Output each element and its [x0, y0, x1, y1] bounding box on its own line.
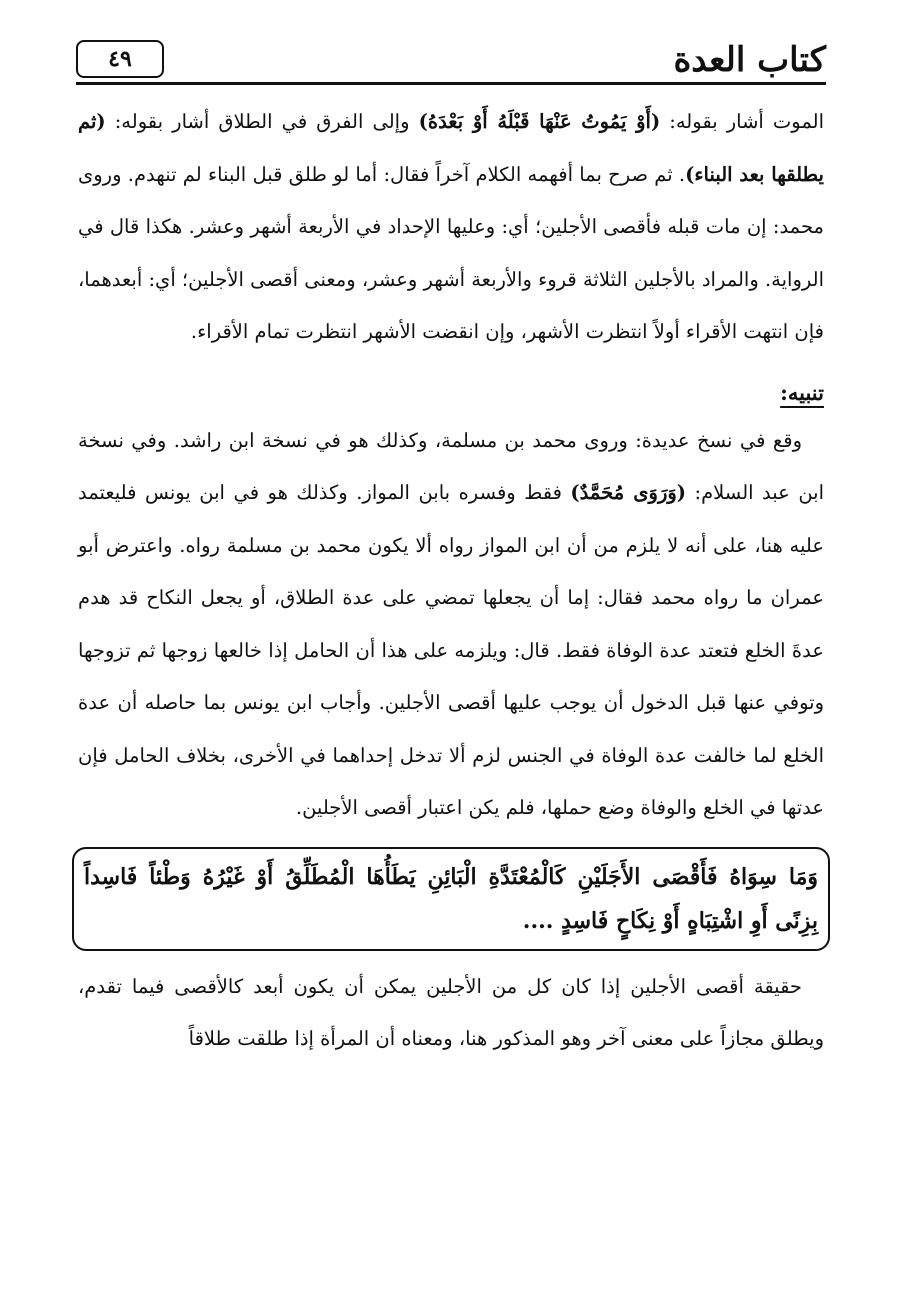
book-title: كتاب العدة — [673, 40, 826, 80]
paragraph-text: الموت أشار بقوله: — [660, 110, 824, 133]
paragraph-text: فقط وفسره بابن المواز. وكذلك هو في ابن يونس فليعتمد عليه هنا، على أنه لا يلزم من أن ابن المواز رواه ألا يكون محمد بن مسلمة رواه. واعترض أبو عمران ما رواه محمد فقال: إما أن يجعلها تمضي على عدة الطلاق، أو يجعل النكاح قد هدم عدةَ الخلع فتعتد عدة الوفاة فقط. قال: ويلزمه على هذا أن الحامل إذا خالعها زوجها ثم تزوجها وتوفي عنها قبل الدخول أن يوجب عليها أقصى الأجلين. وأجاب ابن يونس بما حاصله أن عدة الخلع لما خالفت عدة الوفاة في الجنس لزم ألا تدخل إحداهما في الأخرى، بخلاف الحامل فإن عدتها في الخلع والوفاة وضع حملها، فلم يكن اعتبار أقصى الأجلين. — [78, 481, 824, 819]
header-divider — [76, 82, 826, 85]
paragraph-text: وإلى الفرق في الطلاق أشار بقوله: — [105, 110, 419, 133]
page-body — [78, 96, 824, 1066]
page-number: ٤٩ — [76, 40, 164, 78]
quoted-matn: (ثم يطلقها بعد البناء) — [78, 110, 824, 186]
matn-box: وَمَا سِوَاهُ فَأَقْصَى الأَجَلَيْنِ كَالْمُعْتَدَّةِ الْبَائِنِ يَطَأُهَا الْمُطَلِّقُ أَوْ غَيْرُهُ وَطْئاً فَاسِداً بِزِنًى أَوِ اشْتِبَاهٍ أَوْ نِكَاحٍ فَاسِدٍ .... — [72, 847, 830, 951]
paragraph — [78, 96, 824, 359]
paragraph: حقيقة أقصى الأجلين إذا كان كل من الأجلين يمكن أن يكون أبعد كالأقصى فيما تقدم، ويطلق مجازاً على معنى آخر وهو المذكور هنا، ومعناه أن المرأة إذا طلقت طلاقاً — [78, 974, 824, 1050]
paragraph — [78, 415, 824, 835]
running-header — [76, 36, 826, 88]
section-heading: تنبيه: — [780, 379, 824, 405]
quoted-matn: (وَرَوَى مُحَمَّدٌ) — [570, 481, 687, 504]
paragraph-text: . ثم صرح بما أفهمه الكلام آخراً فقال: أما لو طلق قبل البناء لم تنهدم. وروى محمد: إن مات قبله فأقصى الأجلين؛ أي: وعليها الإحداد في الأربعة أشهر وعشر. هكذا قال في الرواية. والمراد بالأجلين الثلاثة قروء والأربعة أشهر وعشر، ومعنى أقصى الأجلين؛ أي: أبعدهما، فإن انتهت الأقراء أولاً انتظرت الأشهر، وإن انقضت الأشهر انتظرت تمام الأقراء. — [78, 162, 824, 343]
paragraph-text: وقع في نسخ عديدة: وروى محمد بن مسلمة، وكذلك هو في نسخة ابن راشد. وفي نسخة ابن عبد السلام: — [78, 428, 825, 504]
quoted-matn: (أَوْ يَمُوتُ عَنْهَا قَبْلَهُ أَوْ بَعْدَهُ) — [418, 110, 661, 133]
